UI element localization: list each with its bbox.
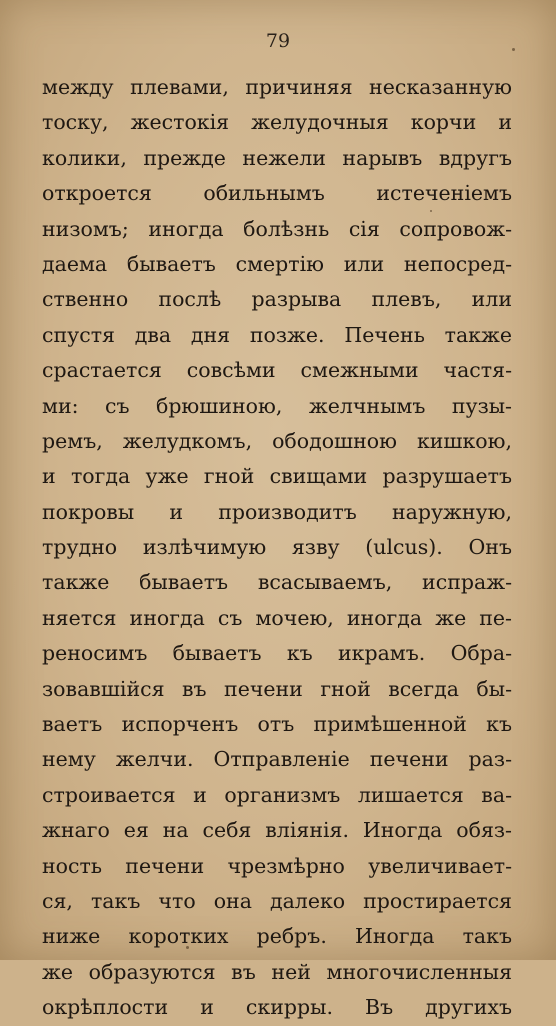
text-line: ниже коротких ребръ. Иногда такъ (42, 924, 512, 949)
text-line: зовавшійся въ печени гной всегда бы- (42, 676, 512, 701)
text-line: ми: съ брюшиною, желчнымъ пузы- (42, 393, 512, 418)
text-line: ственно послѣ разрыва плевъ, или (42, 287, 512, 312)
page-number: 79 (265, 30, 291, 52)
text-line: жнаго ея на себя вліянія. Иногда обяз- (42, 818, 512, 843)
text-line: реносимъ бываетъ къ икрамъ. Обра- (42, 641, 512, 666)
text-line: даема бываетъ смертію или непосред- (42, 251, 512, 276)
text-line: ремъ, желудкомъ, ободошною кишкою, (42, 428, 512, 453)
text-line: строивается и организмъ лишается ва- (42, 782, 512, 807)
text-line: трудно излѣчимую язву (ulcus). Онъ (42, 535, 512, 560)
text-line: и тогда уже гной свищами разрушаетъ (42, 464, 512, 489)
text-line: спустя два дня позже. Печень также (42, 322, 512, 347)
text-line: тоску, жестокія желудочныя корчи и (42, 110, 512, 135)
text-line: низомъ; иногда болѣзнь сія сопровож- (42, 216, 512, 241)
text-line: же образуются въ ней многочисленныя (42, 959, 512, 984)
text-line: покровы и производитъ наружную, (42, 499, 512, 524)
text-line: также бываетъ всасываемъ, испраж- (42, 570, 512, 595)
text-line: няется иногда съ мочею, иногда же пе- (42, 605, 512, 630)
text-line: окрѣплости и скирры. Въ другихъ (42, 995, 512, 1020)
text-line: откроется обильнымъ истеченіемъ (42, 181, 512, 206)
text-line: ваетъ испорченъ отъ примѣшенной къ (42, 712, 512, 737)
text-line: колики, прежде нежели нарывъ вдругъ (42, 145, 512, 170)
text-line: между плевами, причиняя несказанную (42, 75, 512, 99)
body-text (42, 70, 512, 1026)
text-line: срастается совсѣми смежными частя- (42, 358, 512, 383)
text-line: ность печени чрезмѣрно увеличивает- (42, 853, 512, 878)
text-line: ся, такъ что она далеко простирается (42, 888, 512, 913)
text-line: нему желчи. Отправленіе печени раз- (42, 747, 512, 772)
